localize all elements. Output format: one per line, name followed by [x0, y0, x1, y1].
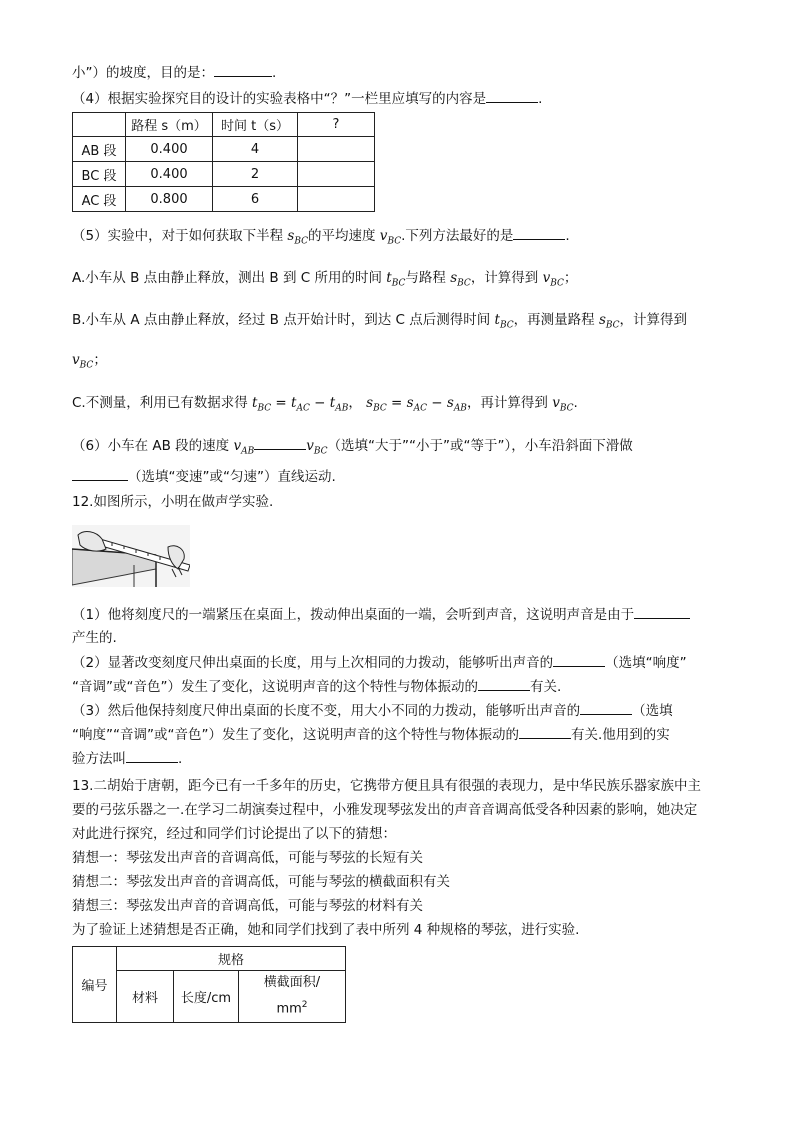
answer-blank[interactable] — [580, 700, 632, 715]
text-line — [72, 776, 701, 796]
text-line — [72, 225, 570, 252]
answer-blank[interactable] — [486, 88, 538, 103]
line-text: 12.如图所示，小明在做声学实验. — [72, 494, 274, 510]
math-sub: AC — [296, 403, 310, 414]
table-header-id: 编号 — [73, 947, 117, 1023]
table-header: 路程 s（m） — [126, 113, 213, 137]
table-cell: 2 — [213, 162, 298, 187]
table-cell: BC 段 — [73, 162, 126, 187]
math-var: t — [291, 395, 297, 411]
table-cell: 0.400 — [126, 137, 213, 162]
answer-blank[interactable] — [513, 225, 565, 240]
math-var: t — [252, 395, 258, 411]
math-var: t — [329, 395, 336, 411]
answer-blank[interactable] — [254, 435, 306, 450]
line-text: . — [178, 751, 183, 767]
math-sub: BC — [499, 320, 514, 331]
line-text: . — [565, 228, 570, 244]
line-text: ， — [348, 395, 362, 411]
math-var: t — [386, 270, 392, 286]
math-var: v — [379, 228, 388, 244]
line-text: .下列方法最好的是 — [401, 228, 514, 244]
text-line — [72, 628, 117, 648]
table-row — [73, 187, 375, 212]
math-sub: AB — [241, 446, 255, 457]
table-cell: AC 段 — [73, 187, 126, 212]
answer-blank[interactable] — [126, 748, 178, 763]
text-line — [72, 676, 561, 697]
answer-blank[interactable] — [72, 466, 128, 481]
math-sub: BC — [457, 278, 471, 289]
text-line — [72, 724, 670, 745]
math-var: s — [446, 395, 454, 411]
math-op: = — [271, 395, 292, 411]
text-line — [72, 920, 579, 940]
text-line — [72, 896, 423, 916]
table-cell: 6 — [213, 187, 298, 212]
math-var: s — [598, 312, 606, 328]
line-text: ，计算得到 — [619, 312, 688, 328]
line-text: 13.二胡始于唐朝，距今已有一千多年的历史，它携带方便且具有很强的表现力，是中华民族乐器家族中主 — [72, 778, 701, 794]
math-var: v — [306, 438, 314, 454]
math-op: = — [386, 395, 407, 411]
table-cell[interactable] — [298, 162, 375, 187]
line-text: （选填 — [632, 703, 673, 719]
table-header: 时间 t（s） — [213, 113, 298, 137]
line-text: “音调”或“音色”）发生了变化，这说明声音的这个特性与物体振动的 — [72, 679, 478, 695]
math-var: v — [233, 438, 242, 454]
math-sub: BC — [294, 236, 308, 247]
text-line — [72, 700, 673, 721]
text-line — [72, 652, 687, 673]
answer-blank[interactable] — [519, 724, 571, 739]
line-text: 有关.他用到的实 — [570, 727, 670, 743]
table-cell[interactable] — [298, 187, 375, 212]
table-row — [73, 137, 375, 162]
math-sub: AB — [453, 403, 467, 414]
math-op: − — [426, 395, 447, 411]
line-text: . — [272, 65, 277, 81]
ruler-experiment-image — [72, 525, 190, 587]
line-text: . — [573, 395, 578, 411]
answer-blank[interactable] — [478, 676, 530, 691]
math-var: t — [494, 312, 500, 328]
line-text: （6）小车在 AB 段的速度 — [72, 438, 230, 454]
line-text: 有关. — [529, 679, 562, 695]
line-text: C.不测量，利用已有数据求得 — [72, 395, 248, 411]
line-text: （选填“响度” — [605, 655, 687, 671]
table-cell: 4 — [213, 137, 298, 162]
line-text: “响度”“音调”或“音色”）发生了变化，这说明声音的这个特性与物体振动的 — [72, 727, 519, 743]
math-var: s — [287, 228, 295, 244]
text-line — [72, 872, 450, 892]
text-line — [72, 62, 276, 83]
text-line — [72, 748, 182, 769]
table-header — [73, 113, 126, 137]
table-cell[interactable] — [298, 137, 375, 162]
line-text: 猜想一：琴弦发出声音的音调高低，可能与琴弦的长短有关 — [72, 850, 423, 866]
math-sub: BC — [313, 446, 328, 457]
table-header-area — [239, 971, 346, 1023]
table-header-length: 长度/cm — [174, 971, 239, 1023]
header-text: 横截面积/ — [263, 975, 321, 991]
table-header-material: 材料 — [117, 971, 174, 1023]
line-text: 要的弓弦乐器之一.在学习二胡演奏过程中，小雅发现琴弦发出的声音音调高低受各种因素的影响，她决定 — [72, 802, 698, 818]
line-text: ； — [93, 352, 107, 368]
line-text: （5）实验中，对于如何获取下半程 — [72, 228, 284, 244]
line-text: 与路程 — [405, 270, 446, 286]
line-text: ，计算得到 — [470, 270, 539, 286]
answer-blank[interactable] — [214, 62, 272, 77]
text-line — [72, 848, 423, 868]
math-sub: BC — [559, 403, 574, 414]
data-table-1 — [72, 112, 375, 212]
math-sub: BC — [605, 320, 620, 331]
text-line — [72, 604, 690, 625]
line-text: （1）他将刻度尺的一端紧压在桌面上，拨动伸出桌面的一端，会听到声音，这说明声音是由于 — [72, 607, 635, 623]
text-line — [72, 824, 396, 844]
text-line — [72, 435, 633, 462]
table-header-spec: 规格 — [117, 947, 346, 971]
math-sub: BC — [550, 278, 564, 289]
line-text: 猜想二：琴弦发出声音的音调高低，可能与琴弦的横截面积有关 — [72, 874, 450, 890]
line-text: （选填“大于”“小于”或“等于”），小车沿斜面下滑做 — [327, 438, 633, 454]
table-cell: 0.800 — [126, 187, 213, 212]
line-text: ，再计算得到 — [466, 395, 548, 411]
line-text: ，再测量路程 — [513, 312, 595, 328]
math-var: v — [552, 395, 560, 411]
line-text: B.小车从 A 点由静止释放，经过 B 点开始计时，到达 C 点后测得时间 — [72, 312, 491, 328]
math-sub: BC — [79, 360, 94, 371]
line-text: （选填“变速”或“匀速”）直线运动. — [128, 469, 336, 485]
text-line — [72, 466, 336, 487]
math-sub: AC — [413, 403, 427, 414]
text-line — [72, 800, 697, 820]
table-cell: AB 段 — [73, 137, 126, 162]
table-row — [73, 162, 375, 187]
header-sup: 2 — [301, 1000, 308, 1011]
line-text: 小”）的坡度，目的是： — [72, 65, 214, 81]
math-var: s — [366, 395, 374, 411]
math-sub: BC — [257, 403, 272, 414]
answer-blank[interactable] — [553, 652, 605, 667]
table-header: ? — [298, 113, 375, 137]
line-text: 产生的. — [72, 630, 117, 646]
line-text: （4）根据实验探究目的设计的实验表格中“？”一栏里应填写的内容是 — [72, 91, 487, 107]
line-text: （3）然后他保持刻度尺伸出桌面的长度不变，用大小不同的力拨动，能够听出声音的 — [72, 703, 581, 719]
option-b — [72, 310, 687, 336]
math-var: v — [542, 270, 551, 286]
data-table-2 — [72, 946, 346, 1023]
line-text: 为了验证上述猜想是否正确，她和同学们找到了表中所列 4 种规格的琴弦，进行实验. — [72, 922, 580, 938]
option-a — [72, 268, 577, 294]
line-text: ； — [563, 270, 578, 286]
math-sub: BC — [373, 403, 387, 414]
option-b-cont — [72, 350, 107, 376]
table-cell: 0.400 — [126, 162, 213, 187]
math-sub: BC — [391, 278, 406, 289]
line-text: 验方法叫 — [72, 751, 126, 767]
math-var: s — [406, 395, 414, 411]
math-var: v — [72, 352, 80, 368]
question-12-title — [72, 492, 273, 512]
line-text: 的平均速度 — [308, 228, 376, 244]
math-var: s — [450, 270, 458, 286]
line-text: 对此进行探究，经过和同学们讨论提出了以下的猜想： — [72, 826, 396, 842]
line-text: A.小车从 B 点由静止释放，测出 B 到 C 所用的时间 — [72, 270, 382, 286]
math-sub: AB — [335, 403, 349, 414]
line-text: 猜想三：琴弦发出声音的音调高低，可能与琴弦的材料有关 — [72, 898, 423, 914]
option-c — [72, 393, 578, 419]
header-text: mm — [276, 1001, 302, 1017]
math-sub: BC — [387, 236, 402, 247]
line-text: （2）显著改变刻度尺伸出桌面的长度，用与上次相同的力拨动，能够听出声音的 — [72, 655, 554, 671]
answer-blank[interactable] — [634, 604, 690, 619]
math-op: − — [309, 395, 330, 411]
line-text: . — [538, 91, 543, 107]
text-line — [72, 88, 542, 109]
